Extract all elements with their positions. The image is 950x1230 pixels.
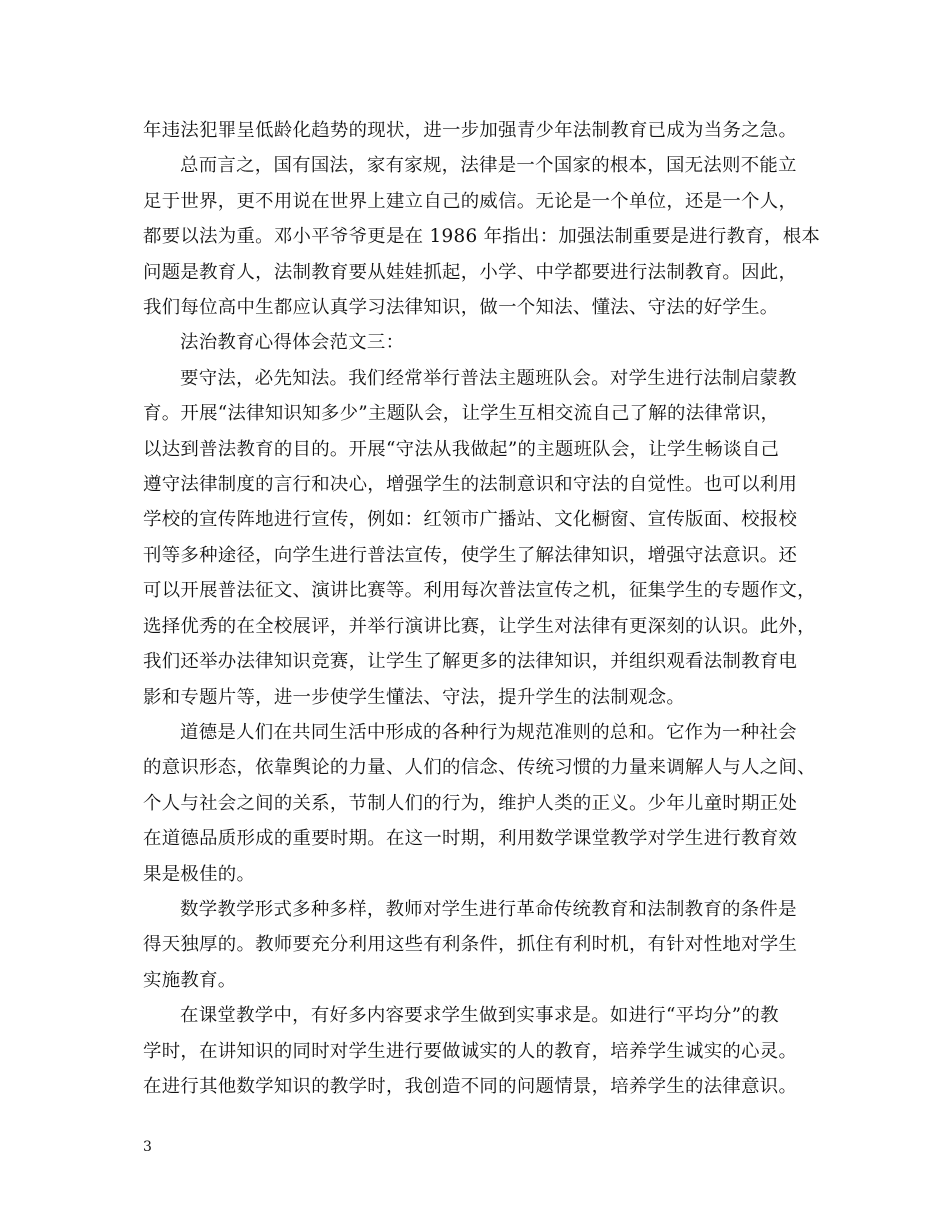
section-heading	[143, 325, 823, 360]
text-line: 在进行其他数学知识的教学时，我创造不同的问题情景，培养学生的法律意识。	[143, 1075, 798, 1097]
paragraph-conclusion	[143, 148, 823, 325]
text-line: 学校的宣传阵地进行宣传，例如：红领市广播站、文化橱窗、宣传版面、校报校	[143, 509, 798, 531]
text-line: 道德是人们在共同生活中形成的各种行为规范准则的总和。它作为一种社会	[180, 721, 797, 743]
text-line: 刊等多种途径，向学生进行普法宣传，使学生了解法律知识，增强守法意识。还	[143, 544, 798, 566]
text-line: 数学教学形式多种多样，教师对学生进行革命传统教育和法制教育的条件是	[180, 898, 797, 920]
paragraph-continuation	[143, 113, 823, 148]
text-line: 的意识形态，依靠舆论的力量、人们的信念、传统习惯的力量来调解人与人之间、	[143, 757, 816, 779]
text-line: 影和专题片等，进一步使学生懂法、守法，提升学生的法制观念。	[143, 686, 686, 708]
text-line: 都要以法为重。邓小平爷爷更是在 1986 年指出：加强法制重要是进行教育，根本	[143, 226, 821, 248]
text-line: 总而言之，国有国法，家有家规，法律是一个国家的根本，国无法则不能立	[180, 155, 797, 177]
paragraph-classroom	[143, 998, 823, 1104]
paragraph-math-teaching	[143, 892, 823, 998]
text-line: 选择优秀的在全校展评，并举行演讲比赛，让学生对法律有更深刻的认识。此外，	[143, 615, 816, 637]
text-line: 法治教育心得体会范文三：	[180, 332, 405, 354]
text-line: 我们还举办法律知识竞赛，让学生了解更多的法律知识，并组织观看法制教育电	[143, 651, 798, 673]
text-line: 在道德品质形成的重要时期。在这一时期，利用数学课堂教学对学生进行教育效	[143, 828, 798, 850]
paragraph-morality	[143, 715, 823, 892]
text-line: 要守法，必先知法。我们经常举行普法主题班队会。对学生进行法制启蒙教	[180, 367, 797, 389]
text-line: 育。开展“法律知识知多少”主题队会，让学生互相交流自己了解的法律常识，	[143, 403, 780, 425]
text-line: 我们每位高中生都应认真学习法律知识，做一个知法、懂法、守法的好学生。	[143, 297, 779, 319]
text-line: 可以开展普法征文、演讲比赛等。利用每次普法宣传之机，征集学生的专题作文，	[143, 580, 816, 602]
document-body	[143, 113, 823, 1104]
text-line: 问题是教育人，法制教育要从娃娃抓起，小学、中学都要进行法制教育。因此，	[143, 261, 798, 283]
text-line: 实施教育。	[143, 969, 237, 991]
text-line: 遵守法律制度的言行和决心，增强学生的法制意识和守法的自觉性。也可以利用	[143, 474, 798, 496]
text-line: 足于世界，更不用说在世界上建立自己的威信。无论是一个单位，还是一个人，	[143, 190, 798, 212]
text-line: 得天独厚的。教师要充分利用这些有利条件，抓住有利时机，有针对性地对学生	[143, 934, 798, 956]
paragraph-know-law	[143, 361, 823, 715]
text-line: 果是极佳的。	[143, 863, 256, 885]
page-number: 3	[143, 1139, 152, 1155]
text-line: 学时，在讲知识的同时对学生进行要做诚实的人的教育，培养学生诚实的心灵。	[143, 1040, 798, 1062]
text-line: 年违法犯罪呈低龄化趋势的现状，进一步加强青少年法制教育已成为当务之急。	[143, 120, 798, 141]
text-line: 在课堂教学中，有好多内容要求学生做到实事求是。如进行“平均分”的教	[180, 1005, 779, 1027]
text-line: 个人与社会之间的关系，节制人们的行为，维护人类的正义。少年儿童时期正处	[143, 792, 798, 814]
text-line: 以达到普法教育的目的。开展“守法从我做起”的主题班队会，让学生畅谈自己	[143, 438, 780, 460]
